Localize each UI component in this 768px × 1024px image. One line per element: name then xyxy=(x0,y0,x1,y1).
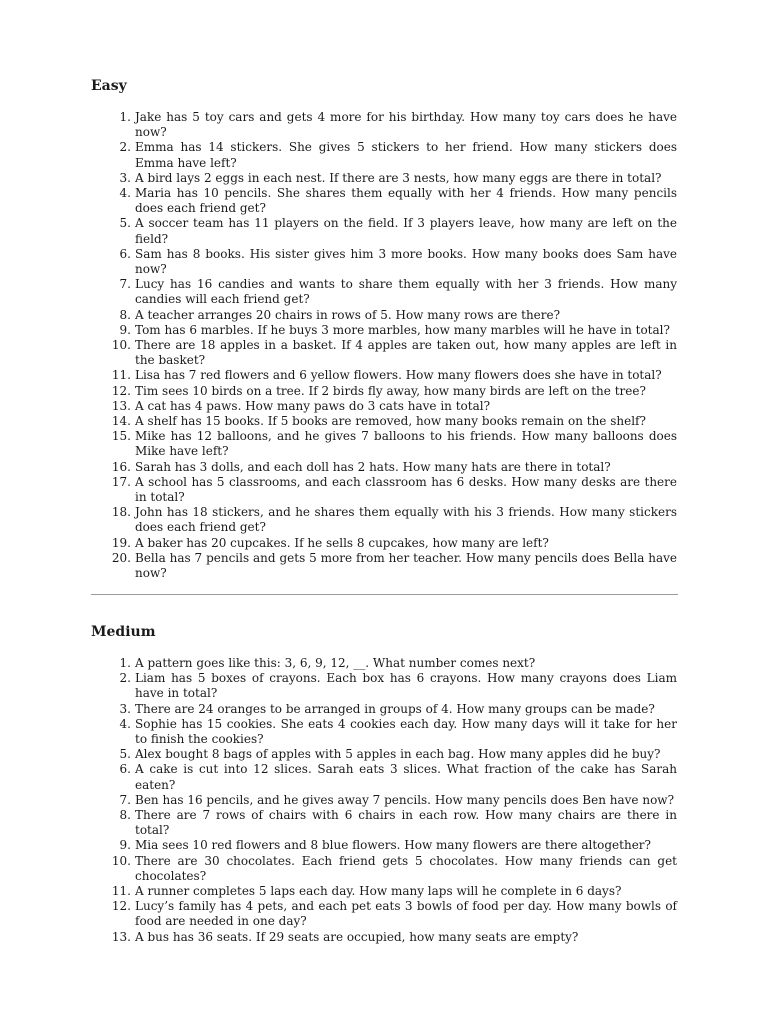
question-text: A baker has 20 cupcakes. If he sells 8 cupcakes, how many are left? xyxy=(135,535,549,550)
question-item xyxy=(91,140,677,170)
question-item xyxy=(91,793,677,808)
question-text: Lisa has 7 red flowers and 6 yellow flowers. How many flowers does she have in total? xyxy=(135,368,662,383)
question-number: 13. xyxy=(111,929,131,944)
question-item xyxy=(91,717,677,747)
question-number: 8. xyxy=(119,808,131,823)
question-number: 7. xyxy=(119,277,131,292)
question-text: Maria has 10 pencils. She shares them equally with her 4 friends. How many pencils does each friend get? xyxy=(135,186,677,216)
question-number: 6. xyxy=(119,246,131,261)
question-text: Tom has 6 marbles. If he buys 3 more marbles, how many marbles will he have in total? xyxy=(135,322,670,337)
question-text: A teacher arranges 20 chairs in rows of 5. How many rows are there? xyxy=(135,307,561,322)
question-item xyxy=(91,702,677,717)
question-text: A shelf has 15 books. If 5 books are removed, how many books remain on the shelf? xyxy=(135,414,646,429)
section-divider xyxy=(91,594,678,595)
question-item xyxy=(91,429,677,459)
question-number: 2. xyxy=(119,671,131,686)
question-text: Bella has 7 pencils and gets 5 more from her teacher. How many pencils does Bella have now? xyxy=(135,550,677,581)
question-number: 4. xyxy=(119,186,131,201)
question-number: 18. xyxy=(111,505,131,520)
question-number: 9. xyxy=(119,838,131,853)
question-text: There are 24 oranges to be arranged in groups of 4. How many groups can be made? xyxy=(135,701,655,716)
question-text: A school has 5 classrooms, and each classroom has 6 desks. How many desks are there in total? xyxy=(135,474,677,505)
question-text: A soccer team has 11 players on the field. If 3 players leave, how many are left on the field? xyxy=(135,216,677,246)
question-number: 10. xyxy=(111,853,131,868)
question-item xyxy=(91,762,677,792)
question-number: 10. xyxy=(111,338,131,353)
question-item xyxy=(91,838,677,853)
easy-question-list xyxy=(91,110,677,581)
question-number: 15. xyxy=(111,429,131,444)
question-text: Ben has 16 pencils, and he gives away 7 pencils. How many pencils does Ben have now? xyxy=(135,792,675,807)
question-item xyxy=(91,110,677,140)
question-item xyxy=(91,475,677,505)
question-item xyxy=(91,656,677,671)
question-text: There are 18 apples in a basket. If 4 apples are taken out, how many apples are left in the basket? xyxy=(135,338,677,368)
question-number: 1. xyxy=(119,656,131,670)
question-item xyxy=(91,930,677,945)
section-title-medium: Medium xyxy=(91,624,156,640)
question-text: A runner completes 5 laps each day. How many laps will he complete in 6 days? xyxy=(135,884,622,899)
question-number: 2. xyxy=(119,140,131,155)
question-item xyxy=(91,460,677,475)
question-item xyxy=(91,551,677,581)
question-number: 5. xyxy=(119,216,131,231)
question-item xyxy=(91,747,677,762)
question-number: 3. xyxy=(119,701,131,716)
question-text: Lucy has 16 candies and wants to share them equally with her 3 friends. How many candies will each friend get? xyxy=(135,277,677,307)
section-title-easy: Easy xyxy=(91,78,127,94)
question-text: Sophie has 15 cookies. She eats 4 cookies each day. How many days will it take for her to finish the cookies? xyxy=(135,716,677,747)
question-number: 12. xyxy=(111,899,131,914)
medium-question-list xyxy=(91,656,677,945)
question-text: Sarah has 3 dolls, and each doll has 2 hats. How many hats are there in total? xyxy=(135,459,611,474)
question-item xyxy=(91,854,677,884)
question-item xyxy=(91,171,677,186)
question-number: 11. xyxy=(111,884,131,899)
question-item xyxy=(91,671,677,701)
question-number: 7. xyxy=(119,792,131,807)
question-number: 11. xyxy=(111,368,131,383)
question-item xyxy=(91,384,677,399)
question-text: There are 30 chocolates. Each friend gets 5 chocolates. How many friends can get chocolates? xyxy=(135,853,677,883)
question-number: 5. xyxy=(119,747,131,762)
question-item xyxy=(91,323,677,338)
question-text: Alex bought 8 bags of apples with 5 apples in each bag. How many apples did he buy? xyxy=(135,747,661,762)
question-item xyxy=(91,308,677,323)
question-text: John has 18 stickers, and he shares them equally with his 3 friends. How many stickers does each friend get? xyxy=(135,505,677,535)
question-number: 8. xyxy=(119,307,131,322)
question-number: 6. xyxy=(119,762,131,777)
question-item xyxy=(91,414,677,429)
question-number: 17. xyxy=(111,474,131,489)
question-number: 12. xyxy=(111,383,131,398)
question-text: A cat has 4 paws. How many paws do 3 cats have in total? xyxy=(135,398,490,413)
question-number: 3. xyxy=(119,170,131,185)
question-text: A bus has 36 seats. If 29 seats are occupied, how many seats are empty? xyxy=(135,929,579,944)
question-item xyxy=(91,247,677,277)
question-item xyxy=(91,808,677,838)
question-text: Lucy’s family has 4 pets, and each pet eats 3 bowls of food per day. How many bowls of food are needed in one day? xyxy=(135,899,677,929)
question-text: Mike has 12 balloons, and he gives 7 balloons to his friends. How many balloons does Mike have left? xyxy=(135,429,677,459)
question-item xyxy=(91,536,677,551)
question-item xyxy=(91,399,677,414)
question-item xyxy=(91,338,677,368)
question-text: A cake is cut into 12 slices. Sarah eats 3 slices. What fraction of the cake has Sarah eaten? xyxy=(135,762,677,792)
question-item xyxy=(91,368,677,383)
question-item xyxy=(91,899,677,929)
question-item xyxy=(91,884,677,899)
question-item xyxy=(91,277,677,307)
question-number: 14. xyxy=(111,414,131,429)
question-number: 9. xyxy=(119,322,131,337)
question-text: A bird lays 2 eggs in each nest. If there are 3 nests, how many eggs are there in total? xyxy=(135,170,662,185)
question-number: 19. xyxy=(111,535,131,550)
question-number: 16. xyxy=(111,459,131,474)
question-item xyxy=(91,505,677,535)
question-item xyxy=(91,186,677,216)
question-text: A pattern goes like this: 3, 6, 9, 12, __. What number comes next? xyxy=(135,656,536,670)
question-text: There are 7 rows of chairs with 6 chairs in each row. How many chairs are there in total? xyxy=(135,808,677,838)
question-text: Liam has 5 boxes of crayons. Each box has 6 crayons. How many crayons does Liam have in total? xyxy=(135,671,677,701)
question-number: 4. xyxy=(119,716,131,731)
question-item xyxy=(91,216,677,246)
question-number: 1. xyxy=(119,110,131,124)
question-text: Sam has 8 books. His sister gives him 3 more books. How many books does Sam have now? xyxy=(135,246,677,277)
question-text: Emma has 14 stickers. She gives 5 stickers to her friend. How many stickers does Emma have left? xyxy=(135,140,677,170)
question-number: 20. xyxy=(111,550,131,565)
question-number: 13. xyxy=(111,398,131,413)
question-text: Mia sees 10 red flowers and 8 blue flowers. How many flowers are there altogether? xyxy=(135,838,651,853)
question-text: Jake has 5 toy cars and gets 4 more for his birthday. How many toy cars does he have now? xyxy=(135,110,677,140)
question-text: Tim sees 10 birds on a tree. If 2 birds fly away, how many birds are left on the tree? xyxy=(135,383,646,398)
